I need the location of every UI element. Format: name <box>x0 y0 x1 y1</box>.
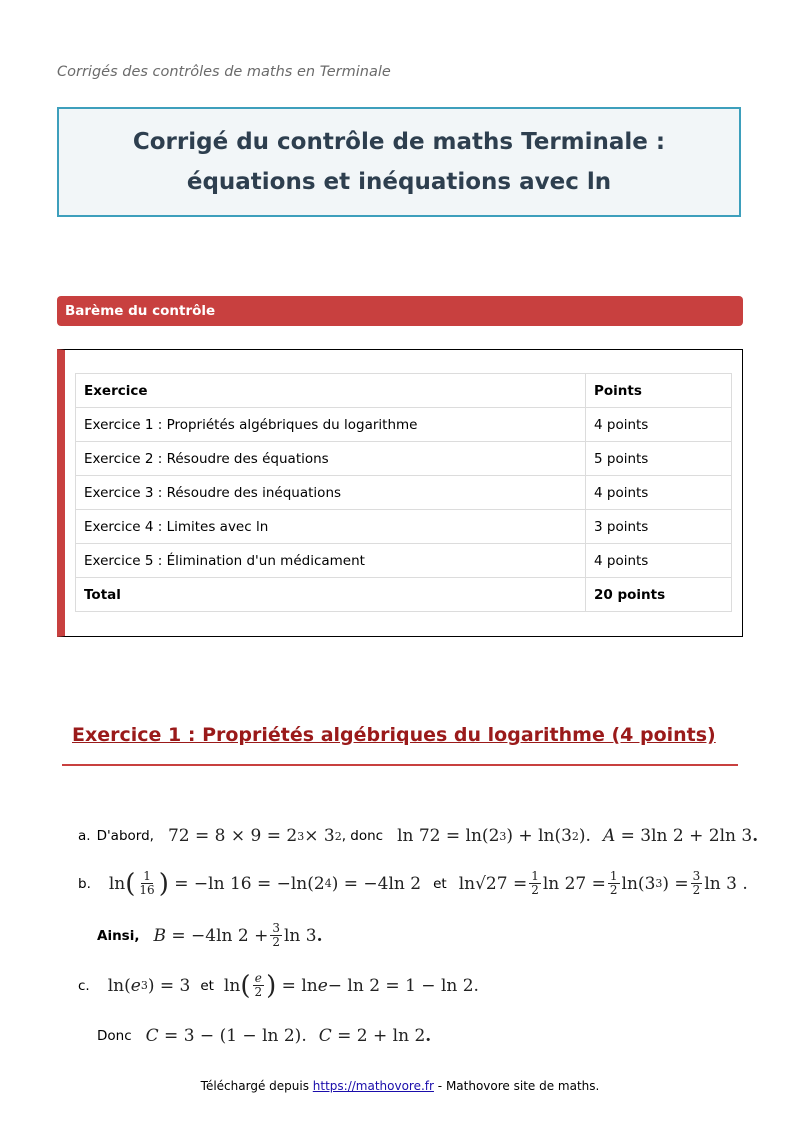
total-points: 20 points <box>586 578 732 612</box>
formula-ln-sqrt27: ln√27 = $\frac{1}{2}$ ln 27 = $\frac{1}{2}$ ln(3 3 ) = $\frac{3}{2}$ ln 3 . <box>458 869 748 897</box>
header-note: Corrigés des contrôles de maths en Terminale <box>57 64 391 80</box>
row-points: 4 points <box>586 476 732 510</box>
row-exercise: Exercice 5 : Élimination d'un médicament <box>76 544 586 578</box>
formula-ln-e-over-2: ln ( $\frac{e}{2}$ ) = ln e − ln 2 = 1 − ln 2. <box>223 970 479 1001</box>
table-total-row <box>76 578 732 612</box>
exercise-divider <box>62 764 738 766</box>
row-exercise: Exercice 1 : Propriétés algébriques du logarithme <box>76 408 586 442</box>
row-points: 4 points <box>586 544 732 578</box>
row-exercise: Exercice 3 : Résoudre des inéquations <box>76 476 586 510</box>
row-points: 3 points <box>586 510 732 544</box>
total-label: Total <box>76 578 586 612</box>
table-row <box>76 544 732 578</box>
bareme-table <box>75 373 732 612</box>
formula-c-substitution: C = 3 − (1 − ln 2). <box>145 1026 307 1046</box>
answer-c-donc: Donc <box>97 1028 132 1044</box>
table-row <box>76 510 732 544</box>
table-header-row <box>76 374 732 408</box>
answer-c-et: et <box>200 977 214 994</box>
footer-prefix: Téléchargé depuis <box>200 1079 309 1093</box>
answer-b-et: et <box>433 875 447 892</box>
bareme-table-box <box>57 349 743 637</box>
result-b: B = −4ln 2 + $\frac{3}{2}$ ln 3 . <box>153 921 323 949</box>
page-title: Corrigé du contrôle de maths Terminale : équations et inéquations avec ln <box>132 129 666 195</box>
result-c: C = 2 + ln 2 . <box>318 1026 432 1046</box>
row-points: 5 points <box>586 442 732 476</box>
bareme-heading: Barème du contrôle <box>57 296 743 326</box>
formula-ln72: ln 72 = ln(2 3 ) + ln(3 2 ). <box>397 826 591 846</box>
title-box <box>57 107 741 217</box>
answer-c <box>78 972 479 999</box>
footer <box>0 1079 800 1093</box>
answer-b <box>78 870 748 897</box>
table-row <box>76 442 732 476</box>
answer-a <box>78 826 758 846</box>
column-header-points: Points <box>586 374 732 408</box>
answer-a-donc: , donc <box>341 828 384 844</box>
formula-ln-e3: ln( e 3 ) = 3 <box>107 975 191 996</box>
column-header-exercice: Exercice <box>76 374 586 408</box>
answer-a-intro: D'abord, <box>96 828 154 844</box>
result-a: A = 3ln 2 + 2ln 3 . <box>602 826 759 846</box>
formula-72-decomposition: 72 = 8 × 9 = 2 3 × 3 2 <box>167 826 342 846</box>
row-exercise: Exercice 2 : Résoudre des équations <box>76 442 586 476</box>
answer-b-conclusion <box>97 922 323 949</box>
answer-c-conclusion <box>97 1026 431 1046</box>
label-a: a. <box>78 828 91 844</box>
exercise-1-title: Exercice 1 : Propriétés algébriques du logarithme (4 points) <box>72 724 716 746</box>
row-points: 4 points <box>586 408 732 442</box>
label-b: b. <box>78 875 91 892</box>
formula-ln-1-16: ln ( $\frac{1}{16}$ ) = −ln 16 = −ln(2 4 ) = −4ln 2 <box>108 868 422 899</box>
footer-suffix: - Mathovore site de maths. <box>437 1079 600 1093</box>
footer-link[interactable]: https://mathovore.fr <box>312 1079 434 1093</box>
label-c: c. <box>78 977 90 994</box>
row-exercise: Exercice 4 : Limites avec ln <box>76 510 586 544</box>
table-row <box>76 476 732 510</box>
table-row <box>76 408 732 442</box>
answer-b-ainsi: Ainsi, <box>97 927 140 944</box>
